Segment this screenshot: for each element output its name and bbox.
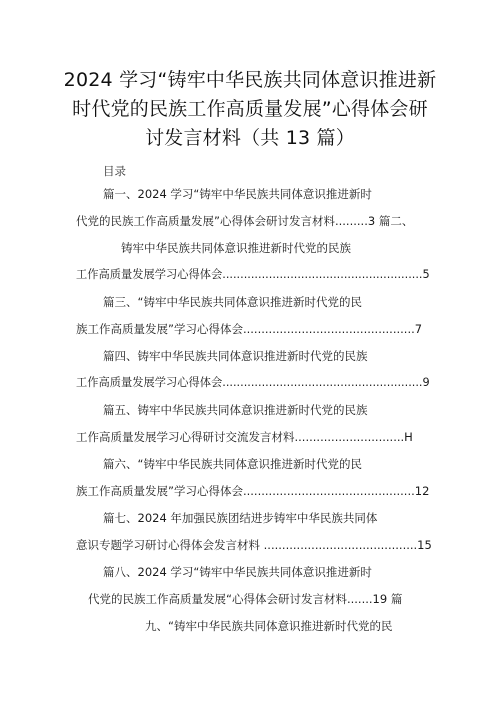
document-title — [40, 66, 460, 153]
title-line-3: 讨发言材料（共 13 篇） — [145, 127, 355, 149]
title-line-1: 2024 学习“铸牢中华民族共同体意识推进新 — [63, 69, 437, 91]
toc-line: 工作高质量发展学习心得研讨交流发言材料..............................H — [76, 430, 413, 444]
toc-line: 篇一、2024 学习“铸牢中华民族共同体意识推进新时 — [103, 187, 372, 201]
toc-line: 工作高质量发展学习心得体会........................................................5 — [76, 268, 430, 281]
toc-line: 铸牢中华民族共同体意识推进新时代党的民族 — [121, 241, 351, 255]
title-line-2: 时代党的民族工作高质量发展”心得体会研 — [72, 98, 428, 120]
toc-line: 意识专题学习研讨心得体会发言材料 ..........................................15 — [76, 538, 432, 552]
toc-line: 九、“铸牢中华民族共同体意识推进新时代党的民 — [145, 619, 393, 633]
toc-line: 工作高质量发展学习心得体会........................................................9 — [76, 376, 430, 389]
toc-heading: 目录 — [103, 164, 126, 178]
toc-line: 篇六、“铸牢中华民族共同体意识推进新时代党的民 — [103, 457, 362, 471]
toc-line: 族工作高质量发展”学习心得体会...............................................12 — [76, 484, 430, 498]
toc-line: 代党的民族工作高质量发展“心得体会研讨发言材料.......19 篇 — [88, 592, 403, 606]
toc-line: 族工作高质量发展”学习心得体会...............................................7 — [76, 322, 423, 336]
toc-line: 篇八、2024 学习“铸牢中华民族共同体意识推进新时 — [103, 565, 372, 579]
toc-line: 篇七、2024 年加强民族团结进步铸牢中华民族共同体 — [103, 511, 378, 525]
toc-line: 篇三、“铸牢中华民族共同体意识推进新时代党的民 — [103, 295, 362, 309]
toc-line: 篇五、铸牢中华民族共同体意识推进新时代党的民族 — [103, 403, 368, 417]
toc-line: 代党的民族工作高质量发展”心得体会研讨发言材料.........3 篇二、 — [76, 214, 414, 228]
toc-line: 篇四、铸牢中华民族共同体意识推进新时代党的民族 — [103, 349, 368, 363]
